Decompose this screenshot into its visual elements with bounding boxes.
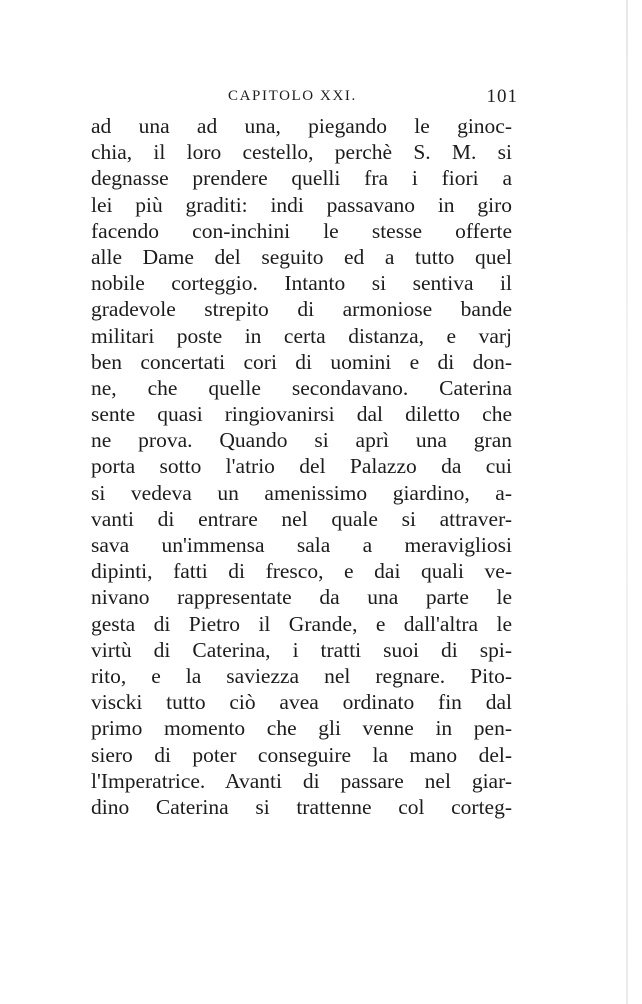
text-line-21: virtù di Caterina, i tratti suoi di spi- xyxy=(91,637,512,662)
text-line-10: ben concertati cori di uomini e di don- xyxy=(91,349,512,374)
text-line-11: ne, che quelle secondavano. Caterina xyxy=(91,375,512,400)
text-line-6: alle Dame del seguito ed a tutto quel xyxy=(91,244,512,269)
text-line-12: sente quasi ringiovanirsi dal diletto che xyxy=(91,402,512,427)
text-line-9: militari poste in certa distanza, e varj xyxy=(91,323,512,348)
text-line-15: si vedeva un amenissimo giardino, a- xyxy=(91,480,512,505)
page-header xyxy=(228,86,518,110)
text-line-24: primo momento che gli venne in pen- xyxy=(91,716,512,741)
text-line-16: vanti di entrare nel quale si attraver- xyxy=(91,506,512,531)
text-line-2: chia, il loro cestello, perchè S. M. si xyxy=(91,140,512,165)
text-line-25: siero di poter conseguire la mano del- xyxy=(91,742,512,767)
text-line-22: rito, e la saviezza nel regnare. Pito- xyxy=(91,663,512,688)
text-line-26: l'Imperatrice. Avanti di passare nel giar- xyxy=(91,768,512,793)
text-line-17: sava un'immensa sala a meravigliosi xyxy=(91,533,512,557)
text-line-13: ne prova. Quando si aprì una gran xyxy=(91,428,512,453)
text-line-14: porta sotto l'atrio del Palazzo da cui xyxy=(91,454,512,479)
body-text xyxy=(91,113,512,820)
running-title: CAPITOLO XXI. xyxy=(228,88,357,104)
text-line-20: gesta di Pietro il Grande, e dall'altra le xyxy=(91,611,512,636)
text-line-19: nivano rappresentate da una parte le xyxy=(91,585,512,610)
text-line-18: dipinti, fatti di fresco, e dai quali ve- xyxy=(91,559,512,584)
page-edge-shadow xyxy=(626,0,628,1004)
page-number: 101 xyxy=(486,86,518,107)
text-line-23: viscki tutto ciò avea ordinato fin dal xyxy=(91,690,512,715)
text-line-5: facendo con-inchini le stesse offerte xyxy=(91,218,512,243)
text-line-1: ad una ad una, piegando le ginoc- xyxy=(91,114,512,138)
text-line-8: gradevole strepito di armoniose bande xyxy=(91,297,512,322)
text-line-27: dino Caterina si trattenne col corteg- xyxy=(91,794,512,819)
text-line-4: lei più graditi: indi passavano in giro xyxy=(91,192,512,217)
text-line-3: degnasse prendere quelli fra i fiori a xyxy=(91,166,512,191)
text-line-7: nobile corteggio. Intanto si sentiva il xyxy=(91,271,512,296)
